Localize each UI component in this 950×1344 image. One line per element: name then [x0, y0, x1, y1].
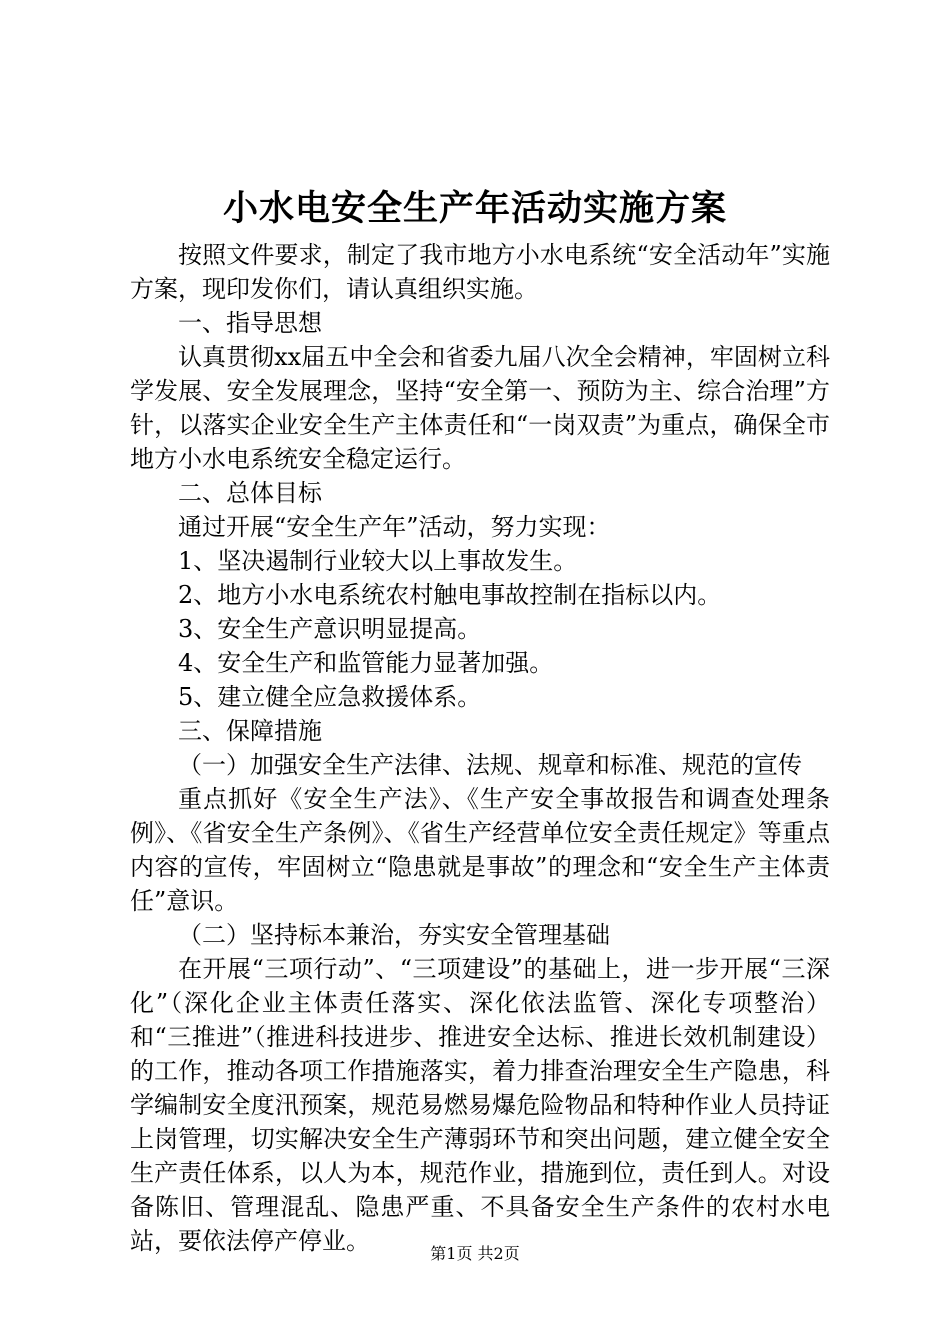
document-body — [130, 238, 830, 1258]
list-item-goal-1: 1、坚决遏制行业较大以上事故发生。 — [178, 547, 578, 575]
list-item-goal-5: 5、建立健全应急救援体系。 — [178, 683, 482, 711]
subheading-measure-1: （一）加强安全生产法律、法规、规章和标准、规范的宣传 — [178, 751, 802, 779]
paragraph-measure-2: 在开展“三项行动”、“三项建设”的基础上，进一步开展“三深化”（深化企业主体责任落实、深化依法监管、深化专项整治）和“三推进”（推进科技进步、推进安全达标、推进长效机制建设）的工作，推动各项工作措施落实，着力排查治理安全生产隐患，科学编制安全度汛预案，规范易燃易爆危险物品和特种作业人员持证上岗管理，切实解决安全生产薄弱环节和突出问题，建立健全安全生产责任体系，以人为本，规范作业，措施到位，责任到人。对设备陈旧、管理混乱、隐患严重、不具备安全生产条件的农村水电站，要依法停产停业。 — [130, 955, 830, 1255]
page-footer: 第1页 共2页 — [430, 1244, 520, 1263]
list-item-goal-3: 3、安全生产意识明显提高。 — [178, 615, 482, 643]
document-title: 小水电安全生产年活动实施方案 — [222, 188, 727, 229]
list-item-goal-4: 4、安全生产和监管能力显著加强。 — [178, 649, 554, 677]
subheading-measure-2: （二）坚持标本兼治，夯实安全管理基础 — [178, 921, 610, 949]
heading-guiding-ideology: 一、指导思想 — [178, 309, 322, 337]
paragraph-measure-1: 重点抓好《安全生产法》、《生产安全事故报告和调查处理条例》、《省安全生产条例》、《省生产经营单位安全责任规定》等重点内容的宣传，牢固树立“隐患就是事故”的理念和“安全生产主体责任”意识。 — [130, 785, 830, 915]
paragraph-intro: 按照文件要求，制定了我市地方小水电系统“安全活动年”实施方案，现印发你们，请认真组织实施。 — [130, 241, 830, 303]
paragraph-goal-intro: 通过开展“安全生产年”活动，努力实现： — [178, 513, 611, 541]
heading-overall-goal: 二、总体目标 — [178, 479, 322, 507]
heading-safeguard-measures: 三、保障措施 — [178, 717, 322, 745]
paragraph-guiding-ideology: 认真贯彻xx届五中全会和省委九届八次全会精神，牢固树立科学发展、安全发展理念，坚持“安全第一、预防为主、综合治理”方针，以落实企业安全生产主体责任和“一岗双责”为重点，确保全市地方小水电系统安全稳定运行。 — [130, 343, 830, 473]
list-item-goal-2: 2、地方小水电系统农村触电事故控制在指标以内。 — [178, 581, 722, 609]
